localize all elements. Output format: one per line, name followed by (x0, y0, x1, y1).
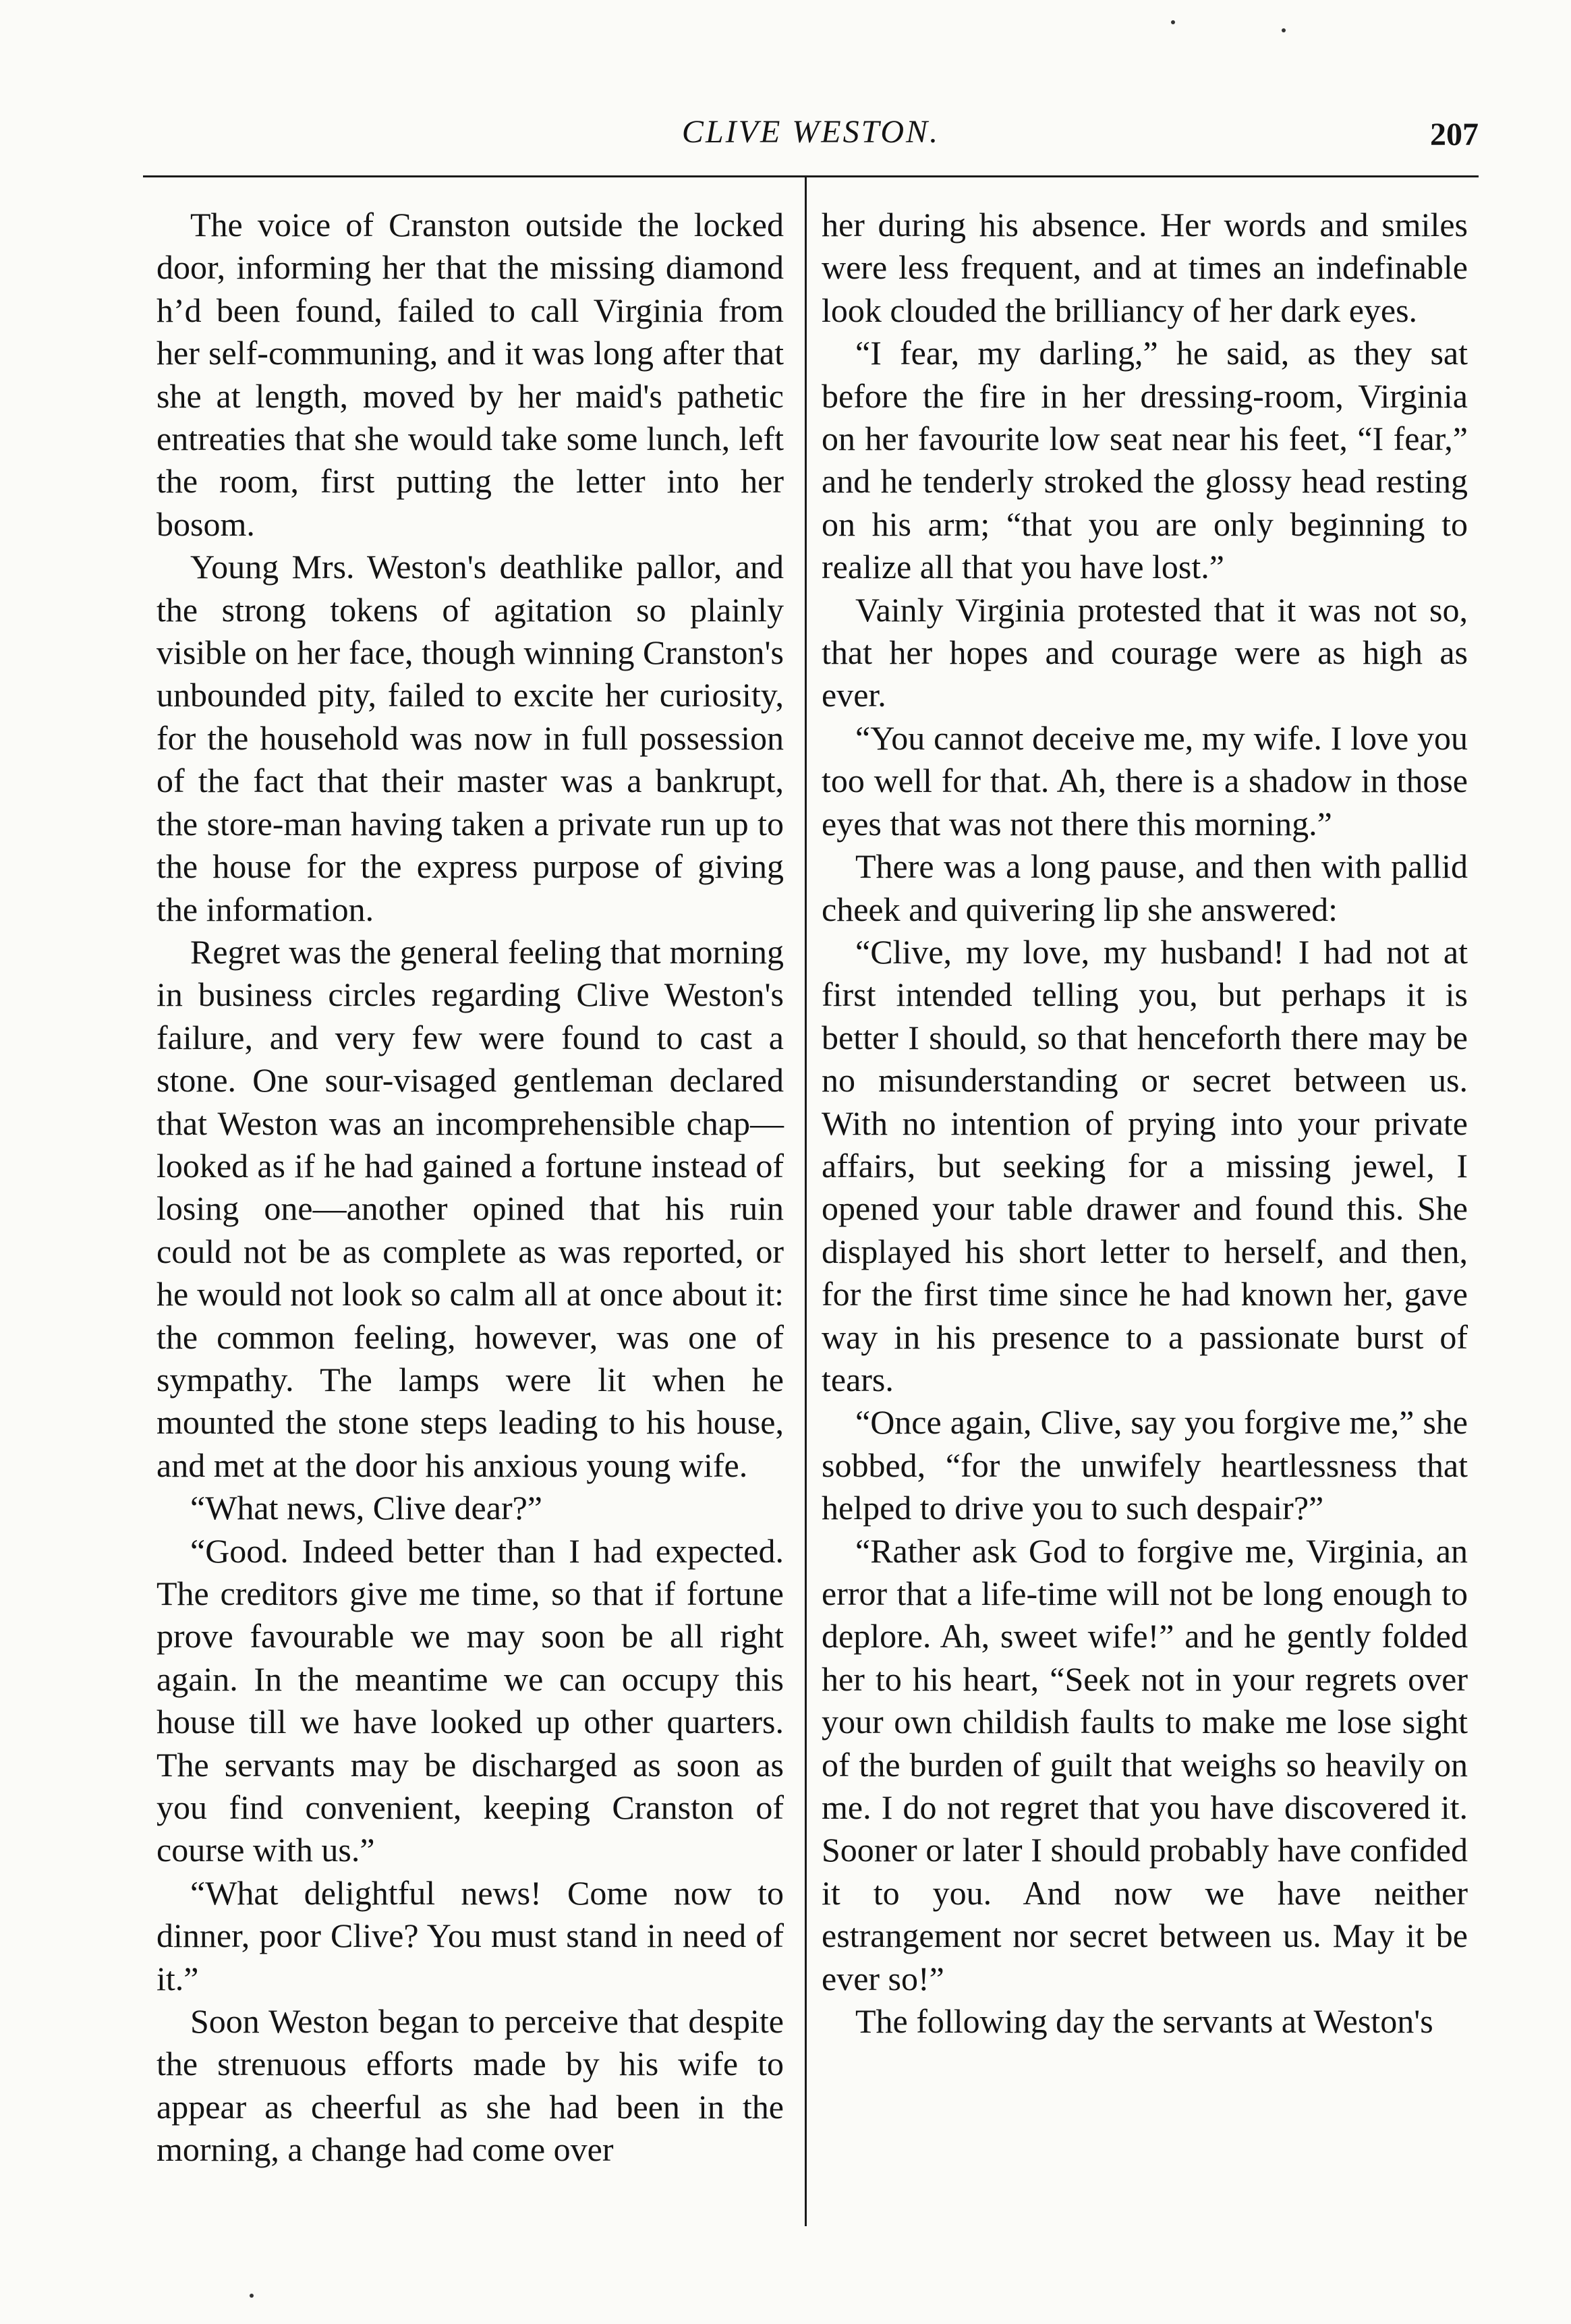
right-column (822, 204, 1468, 2043)
paragraph: “What news, Clive dear?” (190, 1489, 542, 1527)
print-speck (250, 2294, 254, 2298)
paragraph: “Good. Indeed better than I had expected. The creditors give me time, so that if fortune prove favourable we may soon be all right again. In the meantime we can occupy this house till we have looked up other quarters. The servants may be discharged as soon as you find convenient, keeping Cranston of course with us.” (156, 1531, 784, 1869)
paragraph: “I fear, my darling,” he said, as they sat before the fire in her dressing-room, Virginia on her favourite low seat near his feet, “I fear,” and he tenderly stroked the glossy head resting on his arm; “that you are only beginning to realize all that you have lost.” (822, 334, 1468, 586)
column-divider (805, 175, 807, 2226)
page-number: 207 (1430, 117, 1479, 152)
paragraph: “Once again, Clive, say you forgive me,” she sobbed, “for the unwifely heartlessness that helped to drive you to such despair?” (822, 1403, 1468, 1527)
paragraph: Regret was the general feeling that morning in business circles regarding Clive Weston's failure, and very few were found to cast a stone. One sour-visaged gentleman declared that Weston was an incomprehensible chap—looked as if he had gained a fortune instead of losing one—another opined that his ruin could not be as complete as was reported, or he would not look so calm all at once about it: the common feeling, however, was one of sympathy. The lamps were lit when he mounted the stone steps leading to his house, and met at the door his anxious young wife. (156, 932, 784, 1484)
paragraph: There was a long pause, and then with pallid cheek and quivering lip she answered: (822, 847, 1468, 928)
paragraph: Young Mrs. Weston's deathlike pallor, and the strong tokens of agitation so plainly visible on her face, though winning Cranston's unbounded pity, failed to excite her curiosity, for the household was now in full possession of the fact that their master was a bankrupt, the store-man having taken a private run up to the house for the express purpose of giving the information. (156, 548, 784, 928)
paragraph: “Clive, my love, my husband! I had not at first intended telling you, but perhaps it is better I should, so that henceforth there may be no misunderstanding or secret between us. With no intention of prying into your private affairs, but seeking for a missing jewel, I opened your table drawer and found this. She displayed his short letter to herself, and then, for the first time since he had known her, gave way in his presence to a passionate burst of tears. (822, 932, 1468, 1398)
paragraph: Soon Weston began to perceive that despite the strenuous efforts made by his wife to appear as cheerful as she had been in the morning, a change had come over (156, 2002, 784, 2169)
print-speck (1171, 20, 1175, 24)
paragraph: Vainly Virginia protested that it was not so, that her hopes and courage were as high as ever. (822, 590, 1468, 714)
paragraph: The voice of Cranston outside the locked door, informing her that the missing diamond h’d been found, failed to call Virginia from her self-communing, and it was long after that she at length, moved by her maid's pathetic entreaties that she would take some lunch, left the room, first putting the letter into her bosom. (156, 206, 784, 543)
paragraph: The following day the servants at Weston's (855, 2002, 1433, 2041)
print-speck (1282, 28, 1286, 32)
running-title: CLIVE WESTON. (681, 114, 940, 150)
page-header (143, 113, 1479, 167)
paragraph: “What delightful news! Come now to dinner, poor Clive? You must stand in need of it.” (156, 1873, 784, 1997)
left-column (156, 204, 784, 2172)
paragraph: “Rather ask God to forgive me, Virginia, an error that a life-time will not be long enough to deplore. Ah, sweet wife!” and he gently folded her to his heart, “Seek not in your regrets over your own childish faults to make me lose sight of the burden of guilt that weighs so heavily on me. I do not regret that you have discovered it. Sooner or later I should probably have confided it to you. And now we have neither estrangement nor secret between us. May it be ever so!” (822, 1531, 1468, 1997)
paragraph-continued: her during his absence. Her words and smiles were less frequent, and at times an indefinable look clouded the brilliancy of her dark eyes. (822, 206, 1468, 329)
header-rule (143, 175, 1479, 177)
paragraph: “You cannot deceive me, my wife. I love you too well for that. Ah, there is a shadow in those eyes that was not there this morning.” (822, 718, 1468, 843)
